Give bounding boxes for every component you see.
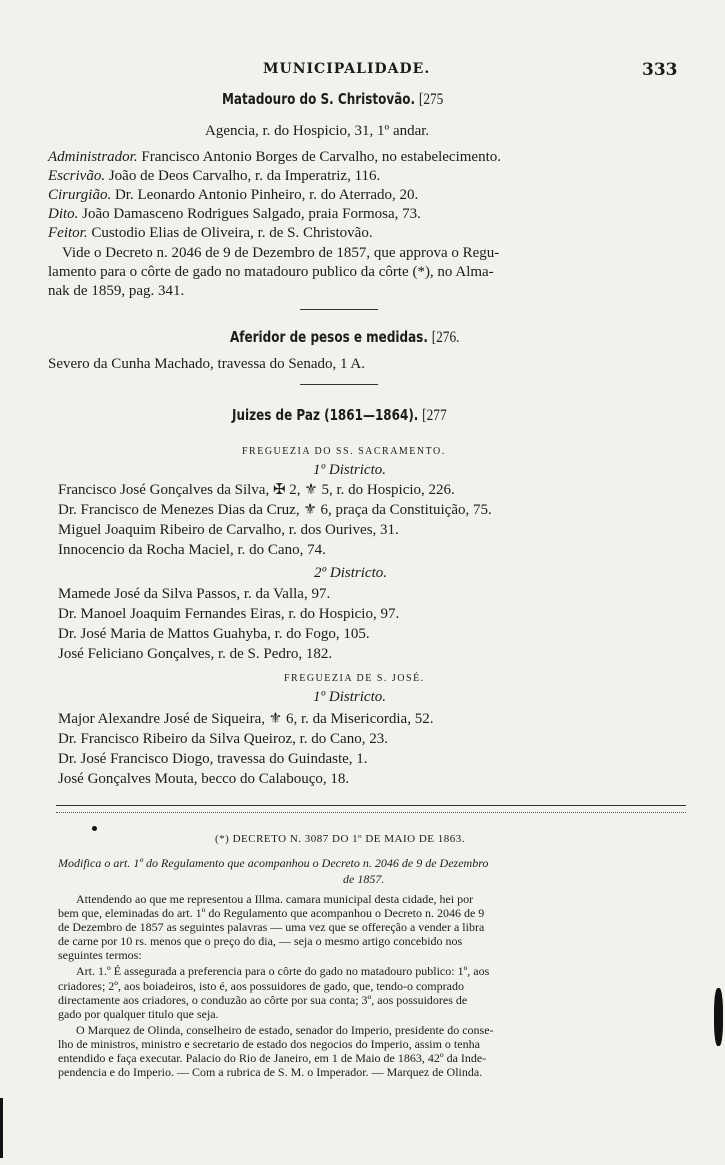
bullet-mark	[92, 826, 97, 831]
footnote-line: entendido e faça executar. Palacio do Rio de Janeiro, em 1 de Maio de 1863, 42º da Inde-	[58, 1051, 487, 1065]
judge-entry: José Feliciano Gonçalves, r. de S. Pedro, 182.	[58, 646, 333, 662]
staff-entry: Escrivão. João de Deos Carvalho, r. da Imperatriz, 116.	[48, 168, 381, 184]
matadouro-note-line: Vide o Decreto n. 2046 de 9 de Dezembro de 1857, que approva o Regu-	[62, 245, 500, 261]
footnote-line: Attendendo ao que me representou a Illma. camara municipal desta cidade, hei por	[76, 892, 474, 906]
parish-heading: FREGUEZIA DO SS. SACRAMENTO.	[242, 446, 446, 457]
footnote-line: gado por qualquer titulo que seja.	[58, 1007, 219, 1021]
footnote-line: directamente aos criadores, o conduzão ao côrte por sua conta; 3º, aos possuidores de	[58, 993, 468, 1007]
matadouro-agency: Agencia, r. do Hospicio, 31, 1º andar.	[205, 123, 430, 139]
footnote-line: Art. 1.º É assegurada a preferencia para o côrte do gado no matadouro publico: 1º, aos	[76, 964, 490, 978]
footnote-line: bem que, eleminadas do art. 1º do Regulamento que acompanhou o Decreto n. 2046 de 9	[58, 906, 485, 920]
judge-entry: Dr. José Francisco Diogo, travessa do Guindaste, 1.	[58, 751, 368, 767]
staff-entry: Cirurgião. Dr. Leonardo Antonio Pinheiro, r. do Aterrado, 20.	[48, 187, 419, 203]
matadouro-note-line: lamento para o côrte de gado no matadouro publico da côrte (*), no Alma-	[48, 264, 494, 280]
footnote-line: criadores; 2º, aos boiadeiros, isto é, aos possuidores de gado, que, tendo-o comprado	[58, 979, 464, 993]
footnote-line: lho de ministros, ministro e secretario de estado dos negocios do Imperio, assim o tenha	[58, 1037, 480, 1051]
judge-entry: Mamede José da Silva Passos, r. da Valla, 97.	[58, 586, 331, 602]
footnote-subtitle: de 1857.	[343, 872, 385, 886]
district-label: 2º Districto.	[314, 565, 387, 581]
footnote-heading: (*) DECRETO N. 3087 DO 1º DE MAIO DE 1863.	[215, 833, 465, 845]
section-title-juizes: Juizes de Paz (1861—1864). [277	[232, 406, 447, 424]
footnote-line: seguintes termos:	[58, 948, 142, 962]
staff-entry: Feitor. Custodio Elias de Oliveira, r. de S. Christovão.	[48, 225, 373, 241]
section-title-matadouro: Matadouro do S. Christovão. [275	[222, 90, 444, 108]
scan-artifact-mark	[714, 988, 723, 1046]
footnote-line: O Marquez de Olinda, conselheiro de estado, senador do Imperio, presidente do conse-	[76, 1023, 494, 1037]
staff-entry: Administrador. Francisco Antonio Borges de Carvalho, no estabelecimento.	[48, 149, 502, 165]
footnote-line: pendencia e do Imperio. — Com a rubrica de S. M. o Imperador. — Marquez de Olinda.	[58, 1065, 483, 1079]
footnote-line: de Dezembro de 1857 as seguintes palavras — uma vez que se offereção a vender a libra	[58, 920, 485, 934]
judge-entry: Francisco José Gonçalves da Silva, ✠ 2, ⚜ 5, r. do Hospicio, 226.	[58, 482, 455, 498]
section-divider	[300, 309, 378, 310]
footnote-rule-dotted	[56, 812, 686, 813]
judge-entry: José Gonçalves Mouta, becco do Calabouço, 18.	[58, 771, 350, 787]
judge-entry: Dr. Francisco Ribeiro da Silva Queiroz, r. do Cano, 23.	[58, 731, 388, 747]
matadouro-note-line: nak de 1859, pag. 341.	[48, 283, 185, 299]
scan-edge-mark	[0, 1098, 3, 1158]
section-divider	[300, 384, 378, 385]
footnote-line: de carne por 10 rs. menos que o preço do dia, — seja o mesmo artigo concebido nos	[58, 934, 463, 948]
footnote-rule	[56, 805, 686, 806]
staff-entry: Dito. João Damasceno Rodrigues Salgado, praia Formosa, 73.	[48, 206, 421, 222]
judge-entry: Miguel Joaquim Ribeiro de Carvalho, r. dos Ourives, 31.	[58, 522, 399, 538]
judge-entry: Major Alexandre José de Siqueira, ⚜ 6, r. da Misericordia, 52.	[58, 711, 434, 727]
judge-entry: Dr. Manoel Joaquim Fernandes Eiras, r. do Hospicio, 97.	[58, 606, 400, 622]
judge-entry: Dr. Francisco de Menezes Dias da Cruz, ⚜ 6, praça da Constituição, 75.	[58, 502, 492, 518]
aferidor-entry: Severo da Cunha Machado, travessa do Senado, 1 A.	[48, 356, 366, 372]
district-label: 1º Districto.	[313, 462, 386, 478]
judge-entry: Innocencio da Rocha Maciel, r. do Cano, 74.	[58, 542, 326, 558]
parish-heading: FREGUEZIA DE S. JOSÉ.	[284, 673, 425, 684]
footnote-subtitle: Modifica o art. 1º do Regulamento que acompanhou o Decreto n. 2046 de 9 de Dezembro	[58, 856, 489, 870]
page-number: 333	[642, 60, 678, 80]
district-label: 1º Districto.	[313, 689, 386, 705]
section-title-aferidor: Aferidor de pesos e medidas. [276.	[230, 328, 460, 346]
running-title: MUNICIPALIDADE.	[263, 61, 431, 77]
judge-entry: Dr. José Maria de Mattos Guahyba, r. do Fogo, 105.	[58, 626, 370, 642]
